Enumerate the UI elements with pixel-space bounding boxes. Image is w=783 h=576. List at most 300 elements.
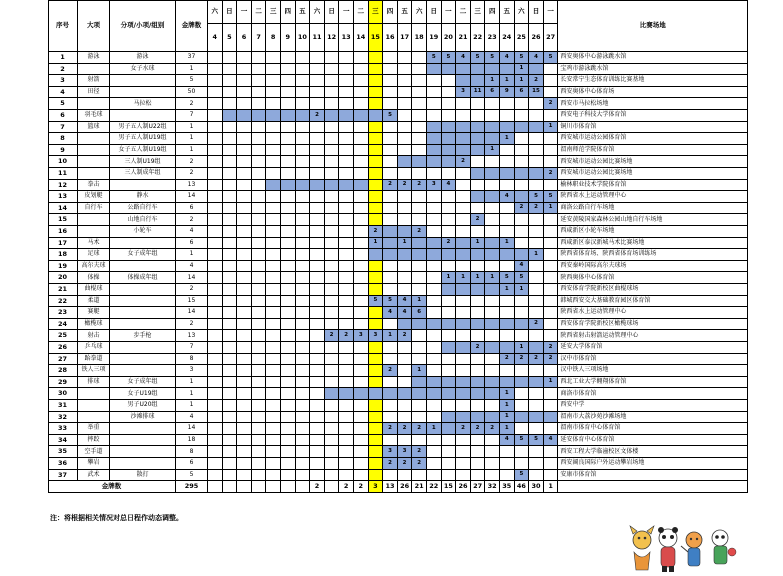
cell-day (500, 446, 515, 458)
cell-day: 2 (339, 330, 354, 342)
cell-venue: 渭南师范学院体育馆 (558, 145, 748, 157)
cell-sub: 小轮车 (110, 226, 176, 238)
total-day: 26 (398, 481, 413, 493)
cell-day (266, 272, 281, 284)
cell-major: 摔跤 (78, 435, 110, 447)
cell-day: 1 (529, 249, 544, 261)
cell-day (456, 238, 471, 250)
cell-day (471, 64, 486, 76)
cell-day (427, 458, 442, 470)
cell-day (296, 226, 311, 238)
cell-day (442, 284, 457, 296)
cell-day (339, 342, 354, 354)
cell-day (456, 330, 471, 342)
cell-day (237, 156, 252, 168)
cell-sub: 沙滩排球 (110, 412, 176, 424)
cell-day (427, 191, 442, 203)
cell-day: 2 (412, 458, 427, 470)
cell-day (339, 377, 354, 389)
cell-day (456, 377, 471, 389)
cell-day (544, 87, 559, 99)
cell-day (281, 214, 296, 226)
total-day: 2 (310, 481, 325, 493)
total-medals: 295 (176, 481, 208, 493)
cell-day (369, 87, 384, 99)
cell-medals: 1 (176, 400, 208, 412)
cell-day (266, 87, 281, 99)
cell-day (515, 307, 530, 319)
cell-day (296, 133, 311, 145)
cell-day (208, 365, 223, 377)
cell-day: 4 (500, 52, 515, 64)
cell-day (442, 365, 457, 377)
cell-day (281, 365, 296, 377)
header-date: 13 (339, 24, 354, 52)
cell-day (252, 156, 267, 168)
cell-day (427, 342, 442, 354)
cell-major: 曲棍球 (78, 284, 110, 296)
cell-day (281, 191, 296, 203)
cell-sub (110, 354, 176, 366)
cell-day (427, 307, 442, 319)
cell-day (544, 64, 559, 76)
cell-day: 3 (456, 87, 471, 99)
cell-venue: 西安秦岭国际高尔夫球场 (558, 261, 748, 273)
cell-day: 1 (500, 284, 515, 296)
cell-day (208, 435, 223, 447)
cell-day (383, 284, 398, 296)
cell-day: 2 (383, 458, 398, 470)
cell-day: 4 (500, 191, 515, 203)
cell-day (544, 180, 559, 192)
cell-day: 2 (485, 423, 500, 435)
cell-day: 5 (485, 52, 500, 64)
cell-day (237, 133, 252, 145)
cell-day (515, 423, 530, 435)
cell-day (266, 133, 281, 145)
cell-day (266, 435, 281, 447)
cell-day (237, 296, 252, 308)
cell-day (223, 122, 238, 134)
cell-day: 5 (544, 191, 559, 203)
cell-day (252, 238, 267, 250)
cell-day (252, 330, 267, 342)
cell-day (398, 191, 413, 203)
cell-day (252, 261, 267, 273)
cell-day: 1 (412, 296, 427, 308)
cell-day (310, 133, 325, 145)
cell-day (208, 330, 223, 342)
cell-day (398, 110, 413, 122)
cell-day (223, 214, 238, 226)
cell-day (310, 249, 325, 261)
cell-major (78, 412, 110, 424)
cell-day (223, 330, 238, 342)
cell-day (442, 400, 457, 412)
cell-day (471, 133, 486, 145)
cell-day (223, 98, 238, 110)
cell-day: 1 (544, 203, 559, 215)
cell-day (339, 168, 354, 180)
cell-day (427, 214, 442, 226)
cell-day (515, 365, 530, 377)
cell-day: 2 (471, 342, 486, 354)
cell-day (427, 470, 442, 482)
cell-day (412, 261, 427, 273)
cell-day (325, 458, 340, 470)
cell-venue: 长安常宁生态体育训练比赛基地 (558, 75, 748, 87)
cell-day (398, 284, 413, 296)
cell-day (325, 75, 340, 87)
cell-seq: 34 (48, 435, 78, 447)
cell-day (266, 203, 281, 215)
cell-day: 4 (544, 435, 559, 447)
cell-day (237, 191, 252, 203)
cell-day (544, 75, 559, 87)
cell-medals: 15 (176, 296, 208, 308)
cell-day (223, 145, 238, 157)
cell-day (252, 203, 267, 215)
cell-sub: 山地自行车 (110, 214, 176, 226)
cell-day (252, 400, 267, 412)
cell-day (442, 168, 457, 180)
cell-day: 5 (515, 435, 530, 447)
cell-day (471, 156, 486, 168)
cell-day (412, 191, 427, 203)
cell-day (485, 122, 500, 134)
cell-day (398, 64, 413, 76)
cell-day (325, 365, 340, 377)
cell-day (456, 284, 471, 296)
cell-day (208, 180, 223, 192)
cell-day (529, 388, 544, 400)
cell-day (427, 284, 442, 296)
cell-day (427, 122, 442, 134)
cell-day (266, 365, 281, 377)
cell-day: 4 (515, 261, 530, 273)
cell-day (442, 122, 457, 134)
total-day: 30 (529, 481, 544, 493)
cell-day (310, 284, 325, 296)
header-weekday: 二 (456, 0, 471, 24)
cell-day (325, 307, 340, 319)
cell-day (310, 342, 325, 354)
cell-day (442, 133, 457, 145)
cell-day (369, 64, 384, 76)
cell-day (339, 365, 354, 377)
cell-seq: 30 (48, 388, 78, 400)
cell-day (442, 388, 457, 400)
cell-major: 跆拳道 (78, 354, 110, 366)
cell-day (325, 203, 340, 215)
cell-day: 5 (471, 52, 486, 64)
cell-venue: 延安黄陵国家森林公园山地自行车场地 (558, 214, 748, 226)
cell-seq: 27 (48, 354, 78, 366)
cell-seq: 22 (48, 296, 78, 308)
cell-day (339, 388, 354, 400)
cell-day (412, 388, 427, 400)
cell-day (456, 203, 471, 215)
cell-day (529, 296, 544, 308)
cell-day (266, 75, 281, 87)
header-sub: 分项/小项/组别 (110, 0, 176, 52)
cell-major (78, 145, 110, 157)
cell-day (237, 180, 252, 192)
cell-day (237, 319, 252, 331)
cell-day: 4 (500, 435, 515, 447)
cell-day (369, 354, 384, 366)
cell-day: 2 (529, 319, 544, 331)
cell-seq: 37 (48, 470, 78, 482)
cell-major: 田径 (78, 87, 110, 99)
cell-day (310, 400, 325, 412)
cell-day (485, 284, 500, 296)
cell-day (237, 307, 252, 319)
cell-day: 2 (500, 354, 515, 366)
cell-day (223, 319, 238, 331)
cell-day (354, 203, 369, 215)
cell-day (529, 168, 544, 180)
cell-day (310, 145, 325, 157)
cell-day (515, 156, 530, 168)
cell-day (456, 191, 471, 203)
cell-day (208, 52, 223, 64)
cell-day (266, 180, 281, 192)
cell-day (223, 191, 238, 203)
cell-day (412, 122, 427, 134)
cell-day (412, 64, 427, 76)
header-weekday: 五 (500, 0, 515, 24)
cell-day (325, 145, 340, 157)
cell-day (354, 238, 369, 250)
cell-day (383, 400, 398, 412)
cell-major: 羽毛球 (78, 110, 110, 122)
cell-day (427, 226, 442, 238)
cell-day: 5 (427, 52, 442, 64)
cell-day (500, 64, 515, 76)
cell-day (252, 412, 267, 424)
cell-sub: 女子成年组 (110, 249, 176, 261)
cell-medals: 1 (176, 249, 208, 261)
cell-day: 2 (412, 446, 427, 458)
cell-day: 2 (515, 203, 530, 215)
cell-day (456, 319, 471, 331)
cell-day (369, 458, 384, 470)
cell-seq: 14 (48, 203, 78, 215)
cell-day (398, 87, 413, 99)
cell-day (427, 377, 442, 389)
header-major: 大项 (78, 0, 110, 52)
cell-day (325, 272, 340, 284)
cell-sub: 马拉松 (110, 98, 176, 110)
cell-day (325, 470, 340, 482)
cell-day (281, 168, 296, 180)
cell-major: 自行车 (78, 203, 110, 215)
cell-day: 4 (456, 52, 471, 64)
cell-day (296, 203, 311, 215)
cell-day (471, 330, 486, 342)
total-day: 35 (500, 481, 515, 493)
cell-venue: 铜川市体育馆 (558, 122, 748, 134)
cell-venue: 榆林职业技术学院体育馆 (558, 180, 748, 192)
cell-day (398, 412, 413, 424)
cell-venue: 西安奥体中心游泳跳水馆 (558, 52, 748, 64)
cell-major: 柔道 (78, 296, 110, 308)
cell-day (252, 98, 267, 110)
cell-day (471, 458, 486, 470)
cell-day (339, 122, 354, 134)
cell-sub: 女子五人制U19组 (110, 145, 176, 157)
cell-day (485, 470, 500, 482)
header-weekday: 三 (471, 0, 486, 24)
cell-medals: 2 (176, 168, 208, 180)
cell-day (281, 435, 296, 447)
cell-day (485, 180, 500, 192)
cell-day: 5 (544, 52, 559, 64)
cell-major (78, 388, 110, 400)
cell-day (456, 75, 471, 87)
cell-day: 5 (515, 52, 530, 64)
cell-day (485, 261, 500, 273)
cell-day: 5 (529, 435, 544, 447)
total-day (223, 481, 238, 493)
cell-seq: 6 (48, 110, 78, 122)
header-date: 11 (310, 24, 325, 52)
cell-day (296, 191, 311, 203)
cell-seq: 4 (48, 87, 78, 99)
cell-day (515, 296, 530, 308)
cell-day (383, 238, 398, 250)
cell-day (398, 470, 413, 482)
cell-day (296, 284, 311, 296)
cell-day (485, 133, 500, 145)
cell-day: 6 (412, 307, 427, 319)
cell-day: 2 (383, 423, 398, 435)
cell-day (383, 272, 398, 284)
cell-day (208, 203, 223, 215)
cell-day (544, 423, 559, 435)
cell-day: 1 (485, 145, 500, 157)
cell-day (369, 249, 384, 261)
cell-day (281, 470, 296, 482)
cell-day (442, 458, 457, 470)
cell-day (281, 226, 296, 238)
cell-day (310, 330, 325, 342)
cell-day (223, 400, 238, 412)
cell-day (383, 75, 398, 87)
cell-day (252, 296, 267, 308)
cell-day (427, 365, 442, 377)
cell-major: 举重 (78, 423, 110, 435)
cell-day (412, 98, 427, 110)
cell-day (325, 133, 340, 145)
header-weekday: 一 (442, 0, 457, 24)
cell-day (544, 272, 559, 284)
cell-day (281, 400, 296, 412)
cell-day (237, 110, 252, 122)
cell-medals: 13 (176, 180, 208, 192)
cell-day (544, 446, 559, 458)
cell-day (223, 168, 238, 180)
cell-day (281, 272, 296, 284)
cell-day (442, 296, 457, 308)
cell-day (500, 122, 515, 134)
cell-day (310, 122, 325, 134)
cell-day (310, 98, 325, 110)
cell-day (456, 435, 471, 447)
total-day: 13 (383, 481, 398, 493)
cell-day (223, 365, 238, 377)
cell-day (412, 354, 427, 366)
header-weekday: 六 (412, 0, 427, 24)
cell-day (427, 261, 442, 273)
cell-seq: 21 (48, 284, 78, 296)
header-date: 18 (412, 24, 427, 52)
cell-day (412, 52, 427, 64)
cell-day (208, 214, 223, 226)
cell-day (485, 296, 500, 308)
cell-day (485, 400, 500, 412)
cell-day (208, 412, 223, 424)
cell-venue: 西咸新区小轮车场地 (558, 226, 748, 238)
cell-seq: 25 (48, 330, 78, 342)
cell-day (339, 180, 354, 192)
cell-major: 篮球 (78, 122, 110, 134)
cell-seq: 3 (48, 75, 78, 87)
cell-day (500, 249, 515, 261)
cell-day (369, 470, 384, 482)
cell-day (339, 412, 354, 424)
cell-day (325, 284, 340, 296)
cell-day (369, 423, 384, 435)
cell-day: 6 (485, 87, 500, 99)
cell-day (310, 180, 325, 192)
cell-day: 4 (383, 307, 398, 319)
cell-medals: 14 (176, 191, 208, 203)
cell-medals: 4 (176, 226, 208, 238)
total-day: 2 (354, 481, 369, 493)
cell-day: 6 (515, 87, 530, 99)
header-weekday: 五 (296, 0, 311, 24)
cell-day (223, 238, 238, 250)
cell-medals: 14 (176, 272, 208, 284)
cell-day: 1 (515, 64, 530, 76)
cell-day (442, 249, 457, 261)
cell-medals: 8 (176, 354, 208, 366)
cell-day (398, 249, 413, 261)
cell-day (325, 98, 340, 110)
cell-day (252, 180, 267, 192)
cell-day: 2 (412, 226, 427, 238)
cell-major (78, 156, 110, 168)
cell-day (427, 145, 442, 157)
header-weekday: 四 (383, 0, 398, 24)
cell-day (383, 214, 398, 226)
cell-day (500, 110, 515, 122)
cell-venue: 西安市马拉松场地 (558, 98, 748, 110)
cell-day (471, 261, 486, 273)
cell-day (485, 307, 500, 319)
cell-day (296, 156, 311, 168)
cell-day (442, 319, 457, 331)
cell-day (266, 226, 281, 238)
cell-day (369, 400, 384, 412)
cell-day (339, 458, 354, 470)
cell-day (427, 110, 442, 122)
cell-day (223, 110, 238, 122)
cell-day (296, 180, 311, 192)
cell-day (442, 261, 457, 273)
